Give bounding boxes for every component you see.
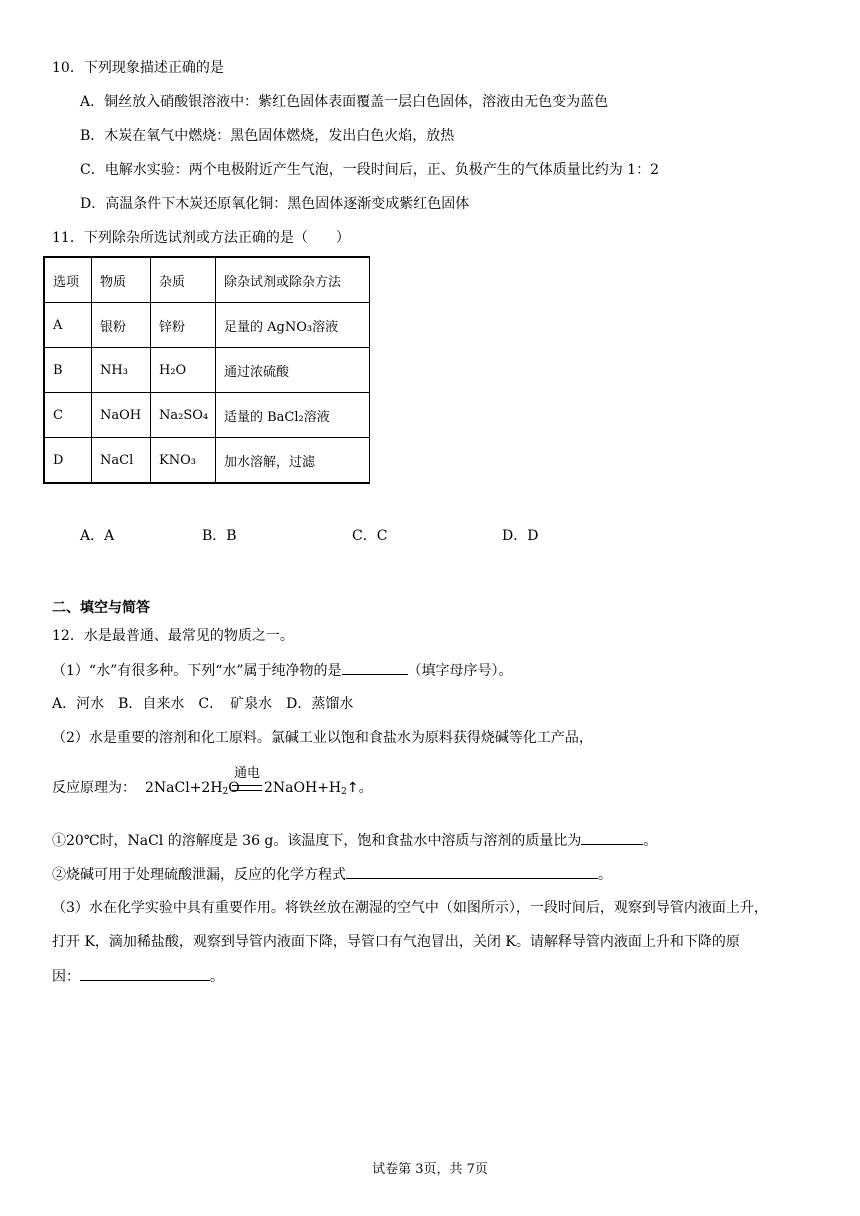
- q12-part3-suffix: 。: [210, 969, 224, 985]
- table-cell: NaCl: [92, 438, 151, 484]
- q12-part1-options: A．河水 B．自来水 C． 矿泉水 D．蒸馏水: [52, 696, 354, 712]
- q10-option-c: C．电解水实验：两个电极附近产生气泡，一段时间后，正、负极产生的气体质量比约为 1：2: [80, 162, 659, 178]
- q12-stem: 12．水是最普通、最常见的物质之一。: [52, 628, 294, 644]
- q12-sub2-text: ②烧碱可用于处理硫酸泄漏，反应的化学方程式: [52, 867, 346, 883]
- q12-part1-text: （1）“水”有很多种。下列“水”属于纯净物的是: [52, 663, 342, 679]
- q12-sub2-suffix: 。: [598, 867, 612, 883]
- table-row: [44, 438, 370, 484]
- equation-prefix: 反应原理为：: [52, 780, 136, 796]
- table-header-cell: 物质: [92, 257, 151, 303]
- table-cell: C: [44, 393, 92, 438]
- q12-part2: （2）水是重要的溶剂和化工原料。氯碱工业以饱和食盐水为原料获得烧碱等化工产品，: [52, 730, 593, 746]
- q10-stem: 10．下列现象描述正确的是: [52, 60, 224, 76]
- q10-option-a: A．铜丝放入硝酸银溶液中：紫红色固体表面覆盖一层白色固体，溶液由无色变为蓝色: [80, 94, 609, 110]
- equals-sign: [232, 785, 262, 791]
- q12-part1-suffix: （填字母序号）。: [407, 663, 513, 679]
- table-header-cell: 选项: [44, 257, 92, 303]
- equation-products: 2NaOH+H: [264, 780, 342, 796]
- table-row: [44, 303, 370, 348]
- q12-part3-line3: [52, 966, 224, 987]
- chemical-equation-left: [145, 778, 240, 798]
- table-cell: D: [44, 438, 92, 484]
- table-row: [44, 393, 370, 438]
- table-header-cell: 杂质: [151, 257, 216, 303]
- q11-choice-d: D．D: [502, 528, 539, 544]
- q12-part1: [52, 660, 513, 681]
- table-cell: 足量的 AgNO₃溶液: [216, 303, 370, 348]
- table-cell: H₂O: [151, 348, 216, 393]
- q10-option-b: B．木炭在氧气中燃烧：黑色固体燃烧，发出白色火焰，放热: [80, 128, 455, 144]
- table-cell: NH₃: [92, 348, 151, 393]
- q12-sub1-suffix: 。: [643, 833, 658, 849]
- chemical-equation-right: [264, 778, 373, 798]
- page-footer: 试卷第 3页，共 7页: [372, 1162, 488, 1177]
- q11-choice-a: A．A: [80, 528, 115, 544]
- table-cell: Na₂SO₄: [151, 393, 216, 438]
- table-cell: 银粉: [92, 303, 151, 348]
- table-header-row: [44, 257, 370, 303]
- answer-blank[interactable]: [346, 864, 598, 879]
- table-cell: 加水溶解，过滤: [216, 438, 370, 484]
- table-cell: KNO₃: [151, 438, 216, 484]
- q12-part3-line2: 打开 K，滴加稀盐酸，观察到导管内液面下降，导管口有气泡冒出，关闭 K。请解释导管内液面上升和下降的原: [52, 934, 740, 950]
- section-title: 二、填空与简答: [52, 600, 150, 616]
- subscript: 2: [341, 787, 347, 797]
- gas-arrow-icon: ↑: [346, 780, 359, 796]
- q11-stem: 11．下列除杂所选试剂或方法正确的是（ ）: [52, 230, 350, 246]
- equation-reactants: 2NaCl+2H: [145, 780, 223, 796]
- answer-blank[interactable]: [581, 830, 643, 845]
- q12-sub2: [52, 864, 612, 885]
- table-header-cell: 除杂试剂或除杂方法: [216, 257, 370, 303]
- table-cell: B: [44, 348, 92, 393]
- table-cell: NaOH: [92, 393, 151, 438]
- table-row: [44, 348, 370, 393]
- q11-choice-c: C．C: [352, 528, 388, 544]
- q11-table: [43, 256, 370, 484]
- table-cell: 锌粉: [151, 303, 216, 348]
- q12-part3-line1: （3）水在化学实验中具有重要作用。将铁丝放在潮湿的空气中（如图所示），一段时间后，观察到导管内液面上升，: [52, 900, 768, 916]
- table-cell: 适量的 BaCl₂溶液: [216, 393, 370, 438]
- subscript: 2: [222, 787, 229, 797]
- answer-blank[interactable]: [80, 966, 210, 981]
- table-cell: 通过浓硫酸: [216, 348, 370, 393]
- equation-reactant-end: O: [228, 780, 240, 796]
- answer-blank[interactable]: [342, 660, 408, 675]
- q12-sub1-text: ①20℃时，NaCl 的溶解度是 36 g。该温度下，饱和食盐水中溶质与溶剂的质量比为: [52, 833, 582, 849]
- q11-choice-b: B．B: [202, 528, 237, 544]
- table-cell: A: [44, 303, 92, 348]
- reaction-condition: 通电: [234, 766, 261, 781]
- q12-sub1: [52, 830, 657, 851]
- equation-end: 。: [358, 780, 373, 796]
- q10-option-d: D．高温条件下木炭还原氧化铜：黑色固体逐渐变成紫红色固体: [80, 196, 470, 212]
- q12-part3-prefix: 因：: [52, 969, 80, 985]
